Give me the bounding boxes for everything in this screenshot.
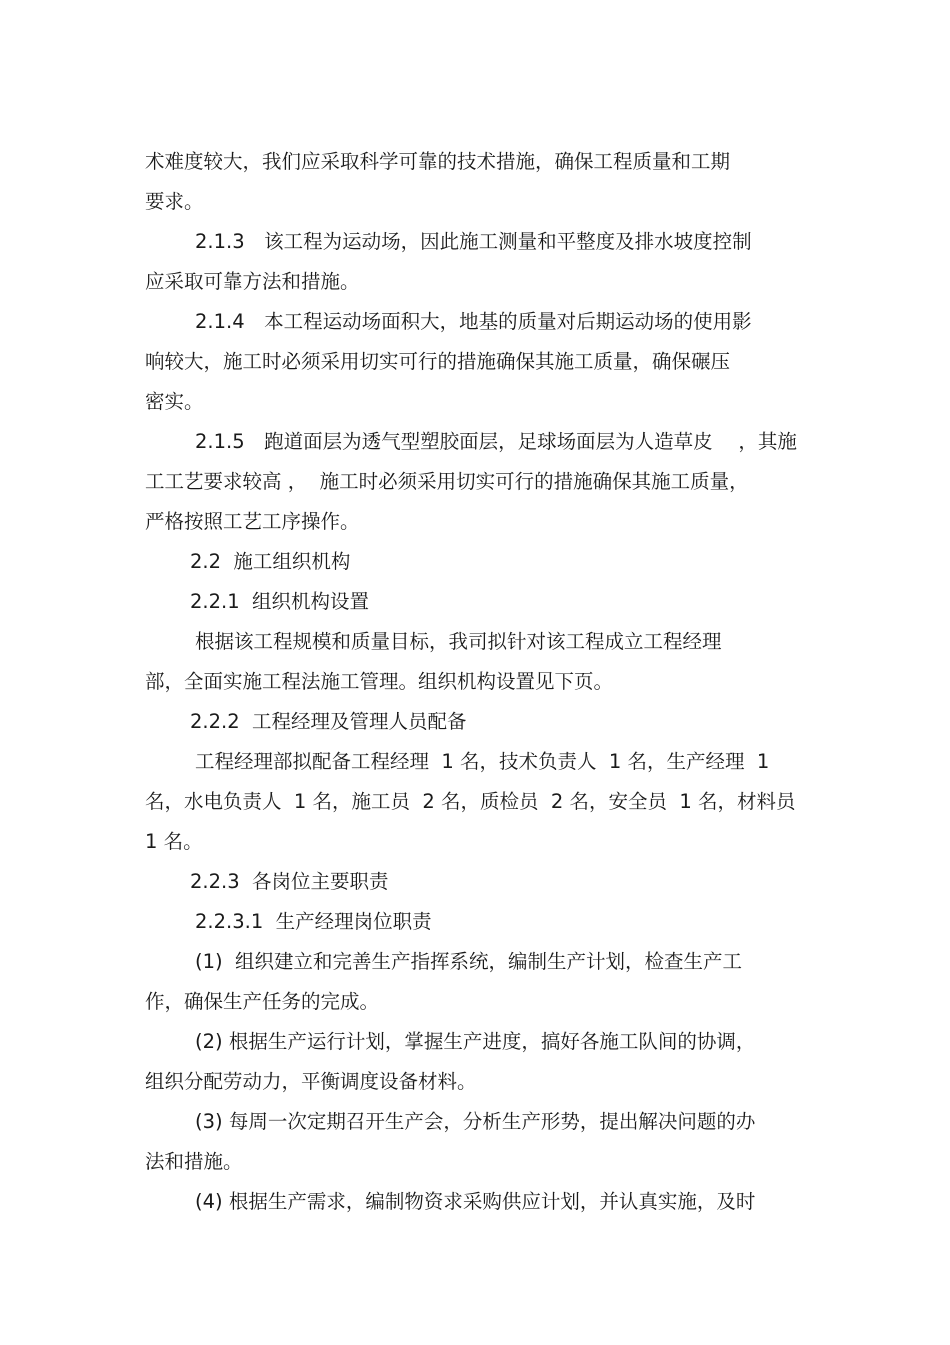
text-line: 密实。: [145, 390, 204, 413]
text-line: (4) 根据生产需求，编制物资求采购供应计划，并认真实施，及时: [195, 1190, 756, 1213]
text-line: 术难度较大，我们应采取科学可靠的技术措施，确保工程质量和工期: [145, 150, 731, 173]
text-line: 工工艺要求较高 ， 施工时必须采用切实可行的措施确保其施工质量，: [145, 470, 749, 493]
text-line: 工程经理部拟配备工程经理 1 名，技术负责人 1 名，生产经理 1: [195, 750, 770, 773]
subsection-heading: 2.2.2 工程经理及管理人员配备: [190, 710, 467, 733]
subsection-heading: 2.2.3.1 生产经理岗位职责: [195, 910, 432, 933]
text-line: 响较大，施工时必须采用切实可行的措施确保其施工质量，确保碾压: [145, 350, 731, 373]
subsection-heading: 2.2.3 各岗位主要职责: [190, 870, 389, 893]
text-line: 部，全面实施工程法施工管理。组织机构设置见下页。: [145, 670, 614, 693]
text-line: 法和措施。: [145, 1150, 243, 1173]
text-line: 根据该工程规模和质量目标，我司拟针对该工程成立工程经理: [195, 630, 722, 653]
text-line: 名，水电负责人 1 名，施工员 2 名，质检员 2 名，安全员 1 名，材料员: [145, 790, 796, 813]
text-line: (3) 每周一次定期召开生产会，分析生产形势，提出解决问题的办: [195, 1110, 756, 1133]
text-line: 2.1.5 跑道面层为透气型塑胶面层，足球场面层为人造草皮 ，其施: [195, 430, 797, 453]
text-line: 2.1.4 本工程运动场面积大，地基的质量对后期运动场的使用影: [195, 310, 752, 333]
section-heading: 2.2 施工组织机构: [190, 550, 351, 573]
text-line: (2) 根据生产运行计划，掌握生产进度，搞好各施工队间的协调，: [195, 1030, 756, 1053]
text-line: 组织分配劳动力，平衡调度设备材料。: [145, 1070, 477, 1093]
text-line: 2.1.3 该工程为运动场，因此施工测量和平整度及排水坡度控制: [195, 230, 752, 253]
text-line: 1 名。: [145, 830, 203, 853]
subsection-heading: 2.2.1 组织机构设置: [190, 590, 370, 613]
text-line: 应采取可靠方法和措施。: [145, 270, 360, 293]
text-line: 要求。: [145, 190, 204, 213]
text-line: 作，确保生产任务的完成。: [145, 990, 380, 1013]
text-line: (1) 组织建立和完善生产指挥系统，编制生产计划，检查生产工: [195, 950, 743, 973]
text-line: 严格按照工艺工序操作。: [145, 510, 360, 533]
